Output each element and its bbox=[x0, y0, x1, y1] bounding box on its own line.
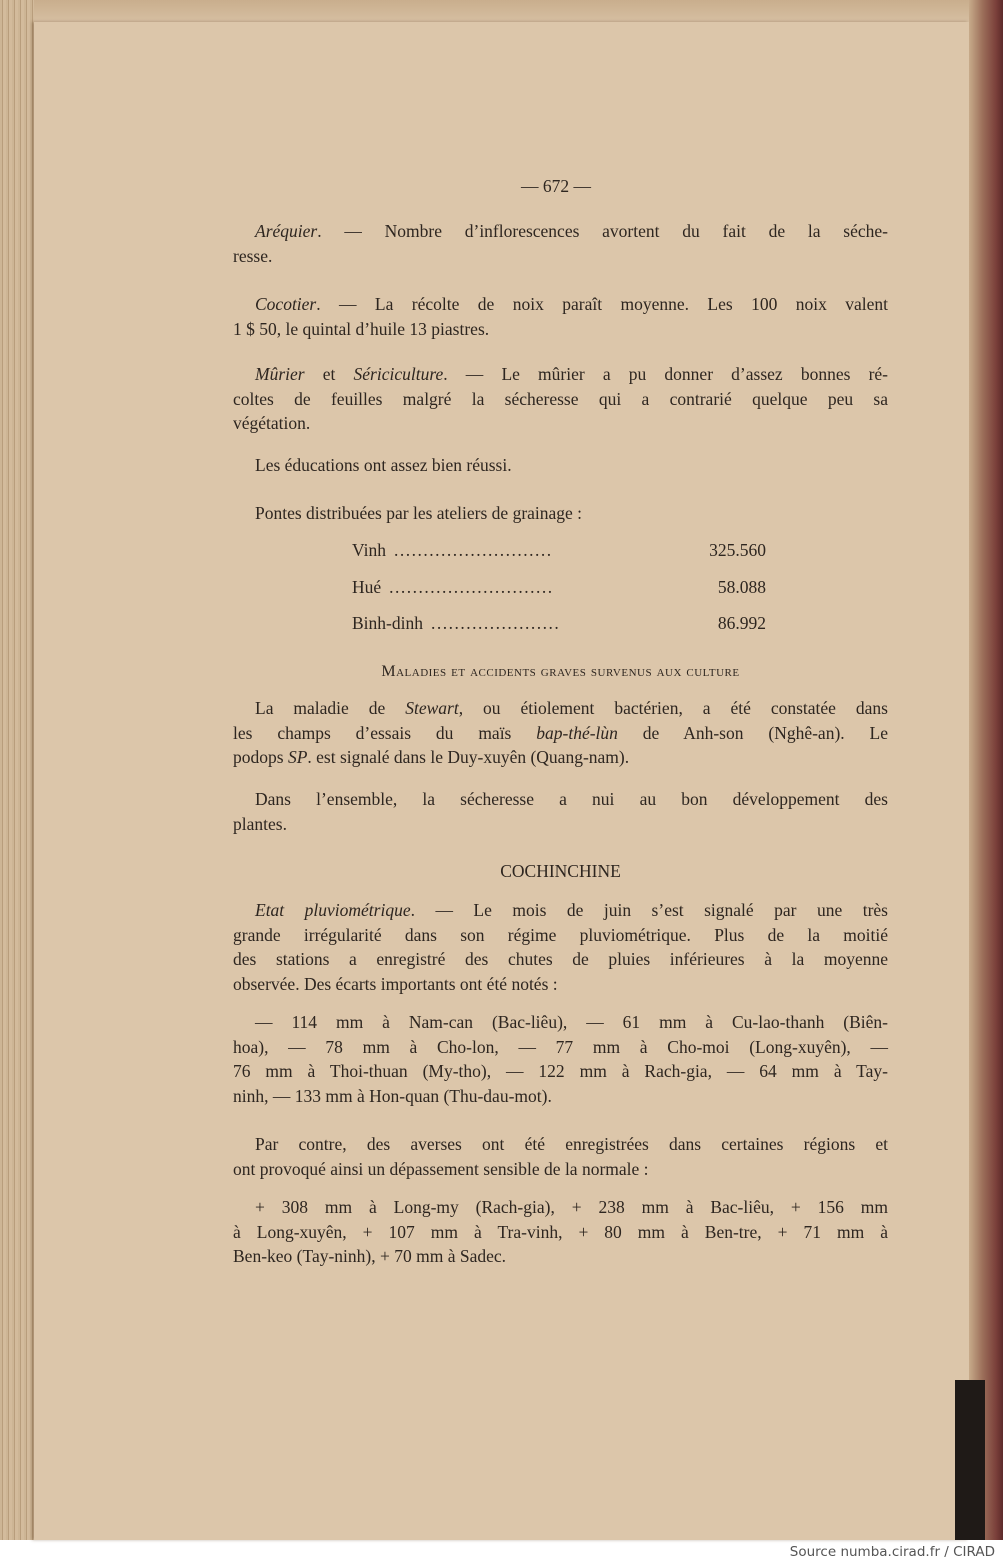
text-line bbox=[233, 745, 888, 769]
text-line bbox=[233, 1220, 888, 1244]
text-line bbox=[233, 244, 888, 268]
pontes-row bbox=[352, 611, 766, 635]
text-segment: ont provoqué ainsi un dépassement sensible de la normale : bbox=[233, 1158, 649, 1179]
text-line bbox=[233, 1035, 888, 1059]
text-segment: resse. bbox=[233, 245, 273, 266]
place-name: Binh-dinh bbox=[352, 613, 423, 633]
text-line bbox=[255, 219, 888, 243]
italic-term: SP bbox=[287, 747, 308, 767]
text-line bbox=[255, 1132, 888, 1156]
text-segment: . est signalé dans le Duy-xuyên (Quang-nam). bbox=[307, 747, 630, 767]
text-line bbox=[255, 787, 888, 811]
page-number: — 672 — bbox=[521, 176, 591, 196]
source-credit: Source numba.cirad.fr / CIRAD bbox=[789, 1544, 995, 1560]
text-line bbox=[233, 1059, 888, 1083]
text-segment: coltes de feuilles malgré la sécheresse qui a contrarié quelque peu sa bbox=[233, 388, 888, 409]
text-segment: Par contre, des averses ont été enregistrées dans certaines régions et bbox=[255, 1134, 888, 1154]
binding-strip bbox=[955, 1380, 985, 1540]
text-line bbox=[233, 947, 888, 971]
section-heading-cochinchine: COCHINCHINE bbox=[500, 861, 621, 881]
place-name: Vinh bbox=[352, 540, 386, 560]
pontes-value: 86.992 bbox=[717, 613, 766, 633]
text-segment: de Anh-son (Nghê-an). Le bbox=[617, 722, 888, 743]
italic-term: Mûrier bbox=[255, 364, 305, 384]
text-line bbox=[255, 696, 888, 720]
pontes-value: 58.088 bbox=[717, 577, 766, 597]
text-line bbox=[233, 721, 888, 745]
text-segment: les champs d’essais du maïs bbox=[233, 722, 537, 743]
pontes-row bbox=[352, 575, 766, 599]
text-line bbox=[255, 1195, 888, 1219]
text-segment: , ou étiolement bactérien, a été constatée dans bbox=[458, 698, 888, 718]
text-segment: . — Nombre d’inflorescences avortent du fait de la séche- bbox=[317, 221, 888, 241]
section-heading-maladies: Maladies et accidents graves survenus aux culture bbox=[381, 663, 740, 680]
italic-term: Cocotier bbox=[255, 294, 317, 314]
page-top-edge bbox=[0, 0, 1003, 22]
text-segment: 1 $ 50, le quintal d’huile 13 piastres. bbox=[233, 318, 490, 339]
text-line bbox=[255, 362, 888, 386]
text-segment: La maladie de bbox=[255, 698, 406, 718]
text-line bbox=[233, 411, 888, 435]
page-stack-edge bbox=[0, 0, 34, 1540]
leader-dots: ............................ bbox=[389, 577, 554, 597]
text-segment: et bbox=[304, 364, 354, 384]
text-segment: à Long-xuyên, + 107 mm à Tra-vinh, + 80 mm à Ben-tre, + 71 mm à bbox=[233, 1221, 888, 1242]
place-name: Hué bbox=[352, 577, 382, 597]
text-line bbox=[255, 1010, 888, 1034]
text-segment: des stations a enregistré des chutes de pluies inférieures à la moyenne bbox=[233, 949, 888, 969]
text-segment: . — La récolte de noix paraît moyenne. Les 100 noix valent bbox=[316, 294, 888, 314]
italic-term: Stewart bbox=[405, 698, 459, 718]
italic-term: Aréquier bbox=[255, 221, 318, 241]
text-segment: Pontes distribuées par les ateliers de grainage : bbox=[255, 503, 583, 523]
text-segment: Les éducations ont assez bien réussi. bbox=[255, 455, 512, 475]
italic-term: bap-thé-lùn bbox=[536, 722, 618, 743]
text-segment: grande irrégularité dans son régime pluviométrique. Plus de la moitié bbox=[233, 924, 888, 945]
text-line bbox=[233, 1244, 888, 1268]
text-segment: hoa), — 78 mm à Cho-lon, — 77 mm à Cho-moi (Long-xuyên), — bbox=[233, 1036, 888, 1057]
text-segment: 76 mm à Thoi-thuan (My-tho), — 122 mm à Rach-gia, — 64 mm à Tay- bbox=[233, 1061, 888, 1081]
text-segment: . — Le mûrier a pu donner d’assez bonnes ré- bbox=[443, 364, 888, 384]
text-line bbox=[233, 317, 888, 341]
text-segment: ninh, — 133 mm à Hon-quan (Thu-dau-mot). bbox=[233, 1085, 552, 1106]
italic-term: Sériciculture bbox=[353, 364, 444, 384]
book-spine-edge bbox=[969, 0, 1003, 1540]
text-line bbox=[255, 292, 888, 316]
text-line bbox=[233, 812, 888, 836]
text-line bbox=[233, 972, 888, 996]
text-line bbox=[255, 898, 888, 922]
text-segment: . — Le mois de juin s’est signalé par une très bbox=[410, 900, 888, 920]
text-line bbox=[255, 453, 888, 477]
text-segment: + 308 mm à Long-my (Rach-gia), + 238 mm à Bac-liêu, + 156 mm bbox=[255, 1197, 888, 1217]
leader-dots: ...................... bbox=[430, 613, 561, 633]
text-line bbox=[233, 923, 888, 947]
pontes-value: 325.560 bbox=[709, 540, 766, 560]
text-segment: plantes. bbox=[233, 813, 287, 834]
text-line bbox=[233, 1157, 888, 1181]
text-segment: Ben-keo (Tay-ninh), + 70 mm à Sadec. bbox=[233, 1246, 507, 1266]
text-segment: Dans l’ensemble, la sécheresse a nui au bon développement des bbox=[255, 789, 888, 809]
pontes-row bbox=[352, 538, 766, 562]
text-line bbox=[233, 387, 888, 411]
text-line bbox=[233, 1084, 888, 1108]
text-line bbox=[255, 501, 888, 525]
italic-term: Etat pluviométrique bbox=[255, 900, 411, 920]
text-segment: observée. Des écarts importants ont été notés : bbox=[233, 973, 558, 994]
text-segment: — 114 mm à Nam-can (Bac-liêu), — 61 mm à Cu-lao-thanh (Biên- bbox=[255, 1012, 888, 1032]
text-segment: végétation. bbox=[233, 413, 311, 433]
text-segment: podops bbox=[233, 747, 288, 767]
leader-dots: ........................... bbox=[393, 540, 553, 560]
